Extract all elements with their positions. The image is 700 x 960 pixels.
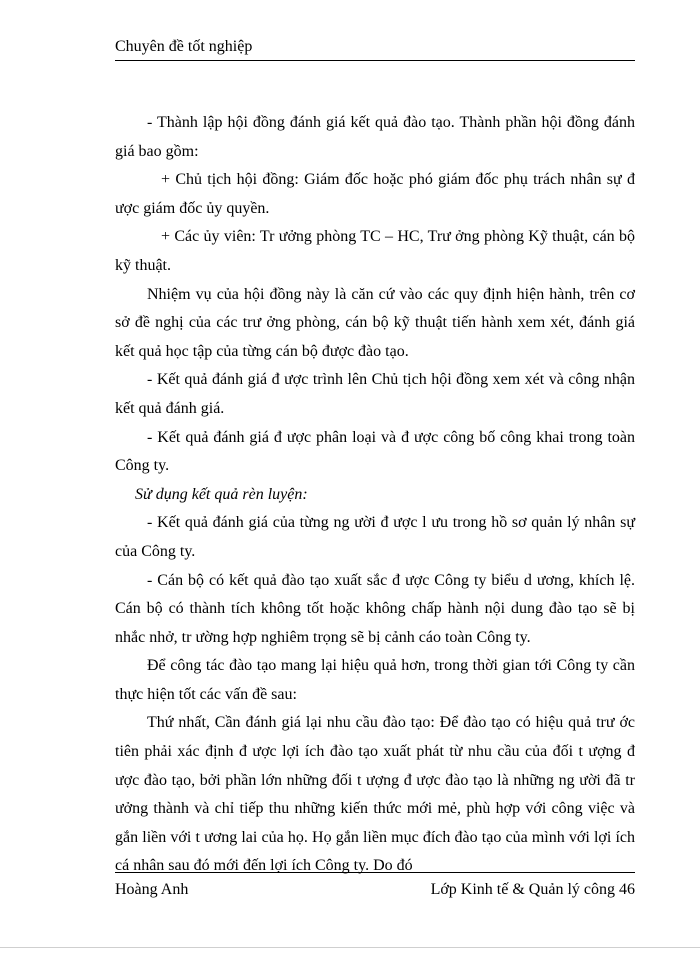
- paragraph: + Chủ tịch hội đồng: Giám đốc hoặc phó giám đốc phụ trách nhân sự đ ược giám đốc ủy quyền.: [115, 171, 635, 217]
- page-footer: [115, 872, 635, 899]
- header-title: Chuyên đề tốt nghiệp: [115, 38, 253, 55]
- document-body: [115, 109, 635, 881]
- page-bottom-edge: [0, 947, 700, 948]
- paragraph: Nhiệm vụ của hội đồng này là căn cứ vào các quy định hiện hành, trên cơ sở đề nghị của các trư ởng phòng, cán bộ kỹ thuật tiến hành xem xét, đánh giá kết quả học tập của từng cán bộ được đào tạo.: [115, 285, 635, 360]
- footer-author: Hoàng Anh: [115, 881, 189, 898]
- footer-class: Lớp Kinh tế & Quản lý công 46: [430, 881, 635, 898]
- page-header: [115, 38, 635, 61]
- section-subheading: Sử dụng kết quả rèn luyện:: [135, 485, 308, 503]
- paragraph: - Thành lập hội đồng đánh giá kết quả đào tạo. Thành phần hội đồng đánh giá bao gồm:: [115, 114, 635, 160]
- paragraph: - Kết quả đánh giá của từng ng ười đ ược l ưu trong hồ sơ quản lý nhân sự của Công ty.: [115, 514, 635, 560]
- paragraph: - Cán bộ có kết quả đào tạo xuất sắc đ ược Công ty biểu d ương, khích lệ. Cán bộ có thành tích không tốt hoặc không chấp hành nội dung đào tạo sẽ bị nhắc nhở, tr ường hợp nghiêm trọng sẽ bị cảnh cáo toàn Công ty.: [115, 571, 635, 646]
- paragraph: Thứ nhất, Cần đánh giá lại nhu cầu đào tạo: Để đào tạo có hiệu quả trư ớc tiên phải xác định đ ược lợi ích đào tạo xuất phát từ nhu cầu của đối t ượng đ ược đào tạo, bởi phần lớn những đối t ượng đ ược đào tạo là những ng ười đã tr ưởng thành và chỉ tiếp thu những kiến thức mới mẻ, phù hợp với công việc và gắn liền với t ương lai của họ. Họ gắn liền mục đích đào tạo của mình với lợi ích cá nhân sau đó mới đến lợi ích Công ty. Do đó: [115, 714, 635, 875]
- paragraph: Để công tác đào tạo mang lại hiệu quả hơn, trong thời gian tới Công ty cần thực hiện tốt các vấn đề sau:: [115, 657, 635, 703]
- paragraph: + Các ủy viên: Tr ưởng phòng TC – HC, Trư ởng phòng Kỹ thuật, cán bộ kỹ thuật.: [115, 228, 635, 274]
- paragraph: - Kết quả đánh giá đ ược trình lên Chủ tịch hội đồng xem xét và công nhận kết quả đánh giá.: [115, 371, 635, 417]
- paragraph: - Kết quả đánh giá đ ược phân loại và đ ược công bố công khai trong toàn Công ty.: [115, 428, 635, 475]
